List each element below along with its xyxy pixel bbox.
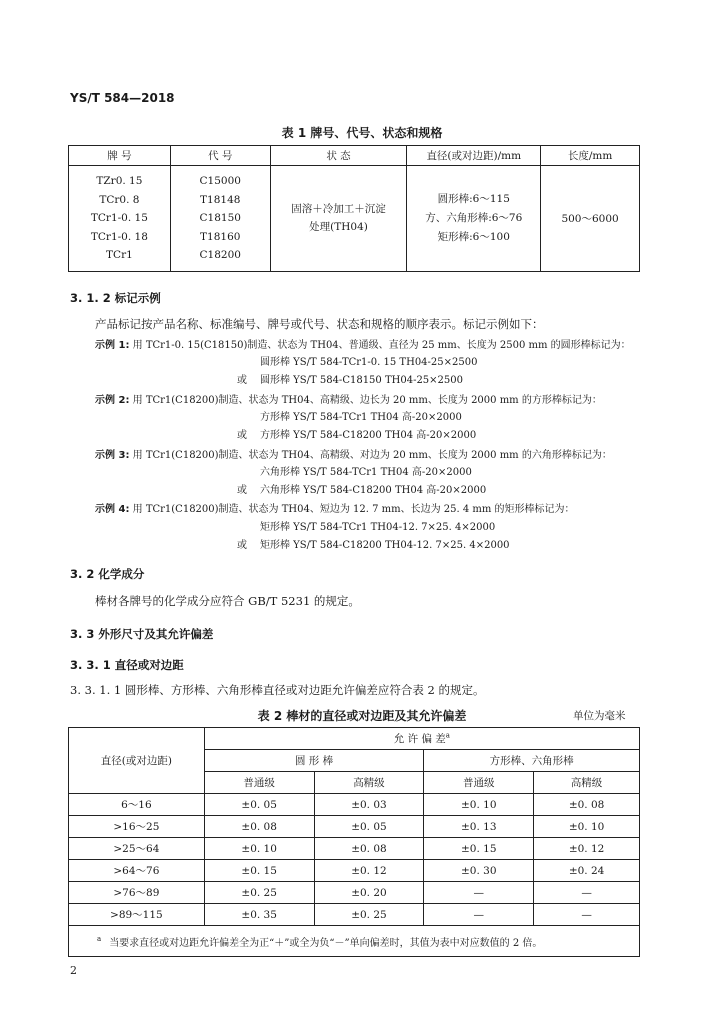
table-cell: ±0. 35 <box>204 904 314 926</box>
size-item: 圆形棒:6～115 <box>437 192 510 205</box>
table-cell: — <box>534 904 640 926</box>
table1-header-size: 直径(或对边距)/mm <box>407 146 541 166</box>
table-cell: ±0. 15 <box>204 860 314 882</box>
table1-body-row <box>69 166 640 272</box>
table1-header-grade: 牌 号 <box>69 146 171 166</box>
example-2-mark: 方形棒 YS/T 584-TCr1 TH04 高-20×2000 <box>260 412 462 423</box>
table-cell: >25～64 <box>69 838 205 860</box>
table-cell: ±0. 13 <box>424 816 534 838</box>
table1-codes <box>170 166 270 272</box>
section-3-1-2-heading: 3. 1. 2 标记示例 <box>70 291 161 305</box>
table-row <box>69 882 640 904</box>
table-cell: ±0. 03 <box>314 794 424 816</box>
tolerance-note-mark: a <box>445 731 450 740</box>
table-cell: ±0. 08 <box>204 816 314 838</box>
example-1-mark-alt: 圆形棒 YS/T 584-C18150 TH04-25×2500 <box>260 375 464 386</box>
table-cell: >64～76 <box>69 860 205 882</box>
table-cell: >89～115 <box>69 904 205 926</box>
page-number: 2 <box>70 964 77 977</box>
table-cell: ±0. 10 <box>204 838 314 860</box>
example-1-line <box>95 336 631 351</box>
code-item: C18200 <box>199 249 241 261</box>
footnote-mark: a <box>97 935 102 944</box>
table-cell: — <box>534 882 640 904</box>
grade-item: TCr1-0. 15 <box>90 212 148 224</box>
table-cell: ±0. 25 <box>314 904 424 926</box>
table-cell: ±0. 15 <box>424 838 534 860</box>
table-cell: ±0. 12 <box>534 838 640 860</box>
table-cell: ±0. 25 <box>204 882 314 904</box>
example-text: 用 TCr1(C18200)制造、状态为 TH04、短边为 12. 7 mm、长边为 25. 4 mm 的矩形棒标记为： <box>132 504 575 515</box>
table1-header-code: 代 号 <box>170 146 270 166</box>
table2-header-tolerance <box>204 728 639 750</box>
section-3-3-1-1-text: 3. 3. 1. 1 圆形棒、方形棒、六角形棒直径或对边距允许偏差应符合表 2 的规定。 <box>70 683 485 697</box>
table2-unit: 单位为毫米 <box>573 710 626 722</box>
table-cell: ±0. 24 <box>534 860 640 882</box>
example-3-line <box>95 446 612 461</box>
table1 <box>68 145 640 272</box>
table-cell: >16～25 <box>69 816 205 838</box>
example-2-mark-alt: 方形棒 YS/T 584-C18200 TH04 高-20×2000 <box>260 430 477 441</box>
table-cell: >76～89 <box>69 882 205 904</box>
table2-note-row <box>69 926 640 957</box>
table2-footnote <box>69 926 640 957</box>
table-cell: ±0. 08 <box>534 794 640 816</box>
table1-header-length: 长度/mm <box>541 146 640 166</box>
section-3-2-heading: 3. 2 化学成分 <box>70 567 145 581</box>
grade-item: TCr0. 8 <box>99 193 140 206</box>
table-cell: 6～16 <box>69 794 205 816</box>
example-label: 示例 2: <box>95 395 130 406</box>
table-cell: ±0. 12 <box>314 860 424 882</box>
grade-header: 高精级 <box>314 772 424 794</box>
example-label: 示例 1: <box>95 340 130 351</box>
example-2-line <box>95 391 602 406</box>
grade-header: 普通级 <box>204 772 314 794</box>
size-item: 方、六角形棒:6～76 <box>425 211 523 224</box>
grade-item: TCr1-0. 18 <box>90 230 148 243</box>
table-cell: ±0. 08 <box>314 838 424 860</box>
table-cell: ±0. 05 <box>314 816 424 838</box>
footnote-text: 当要求直径或对边距允许偏差全为正“＋”或全为负“－”单向偏差时，其值为表中对应数值的 2 倍。 <box>109 937 543 949</box>
example-label: 示例 4: <box>95 504 130 515</box>
table2-header-diameter: 直径(或对边距) <box>69 728 205 794</box>
example-text: 用 TCr1(C18200)制造、状态为 TH04、高精级、边长为 20 mm、长度为 2000 mm 的方形棒标记为： <box>132 395 602 406</box>
table1-caption: 表 1 牌号、代号、状态和规格 <box>281 126 443 140</box>
grade-item: TCr1 <box>106 249 133 261</box>
example-4-mark-alt: 矩形棒 YS/T 584-C18200 TH04-12. 7×25. 4×2000 <box>260 540 510 551</box>
table-row <box>69 860 640 882</box>
example-text: 用 TCr1-0. 15(C18150)制造、状态为 TH04、普通级、直径为 25 mm、长度为 2500 mm 的圆形棒标记为： <box>132 340 631 351</box>
grade-header: 高精级 <box>534 772 640 794</box>
table2-caption: 表 2 棒材的直径或对边距及其允许偏差 <box>257 709 467 723</box>
code-item: C18150 <box>199 212 241 224</box>
example-4-line <box>95 500 575 515</box>
table1-sizes <box>407 166 541 272</box>
table1-grades <box>69 166 171 272</box>
code-item: C15000 <box>199 175 241 187</box>
example-3-mark: 六角形棒 YS/T 584-TCr1 TH04 高-20×2000 <box>260 467 472 478</box>
section-3-1-2-intro: 产品标记按产品名称、标准编号、牌号或代号、状态和规格的顺序表示。标记示例如下： <box>95 317 544 331</box>
example-3-mark-alt: 六角形棒 YS/T 584-C18200 TH04 高-20×2000 <box>260 485 487 496</box>
example-4-mark: 矩形棒 YS/T 584-TCr1 TH04-12. 7×25. 4×2000 <box>260 522 496 533</box>
table1-header-state: 状 态 <box>270 146 407 166</box>
table-cell: — <box>424 882 534 904</box>
state-line: 处理(TH04) <box>309 221 368 234</box>
table-cell: ±0. 20 <box>314 882 424 904</box>
section-3-2-text: 棒材各牌号的化学成分应符合 GB/T 5231 的规定。 <box>95 594 360 608</box>
code-item: T18148 <box>200 193 241 206</box>
table-cell: ±0. 05 <box>204 794 314 816</box>
code-item: T18160 <box>200 230 241 243</box>
section-3-3-1-heading: 3. 3. 1 直径或对边距 <box>70 658 184 672</box>
table2-header-round: 圆 形 棒 <box>204 750 424 772</box>
table-row <box>69 838 640 860</box>
table1-length: 500～6000 <box>541 166 640 272</box>
table1-state <box>270 166 407 272</box>
example-text: 用 TCr1(C18200)制造、状态为 TH04、高精级、对边为 20 mm、长度为 2000 mm 的六角形棒标记为： <box>132 450 612 461</box>
example-or: 或 <box>237 540 247 551</box>
example-or: 或 <box>237 430 247 441</box>
table-row <box>69 904 640 926</box>
example-or: 或 <box>237 375 247 386</box>
table-cell: ±0. 10 <box>534 816 640 838</box>
example-or: 或 <box>237 485 247 496</box>
table2-header-row-1 <box>69 728 640 750</box>
table-cell: — <box>424 904 534 926</box>
table2-header-square-hex: 方形棒、六角形棒 <box>424 750 640 772</box>
size-item: 矩形棒:6～100 <box>437 230 510 243</box>
example-1-mark: 圆形棒 YS/T 584-TCr1-0. 15 TH04-25×2500 <box>260 357 478 368</box>
table-cell: ±0. 10 <box>424 794 534 816</box>
table-cell: ±0. 30 <box>424 860 534 882</box>
grade-header: 普通级 <box>424 772 534 794</box>
table-row <box>69 794 640 816</box>
table-row <box>69 816 640 838</box>
grade-item: TZr0. 15 <box>96 175 143 187</box>
section-3-3-heading: 3. 3 外形尺寸及其允许偏差 <box>70 627 214 641</box>
table2 <box>68 727 640 957</box>
table1-header-row <box>69 146 640 166</box>
standard-number: YS/T 584—2018 <box>70 91 175 105</box>
example-label: 示例 3: <box>95 450 130 461</box>
state-line: 固溶＋冷加工＋沉淀 <box>291 203 386 216</box>
tolerance-head-text: 允 许 偏 差 <box>393 733 446 745</box>
